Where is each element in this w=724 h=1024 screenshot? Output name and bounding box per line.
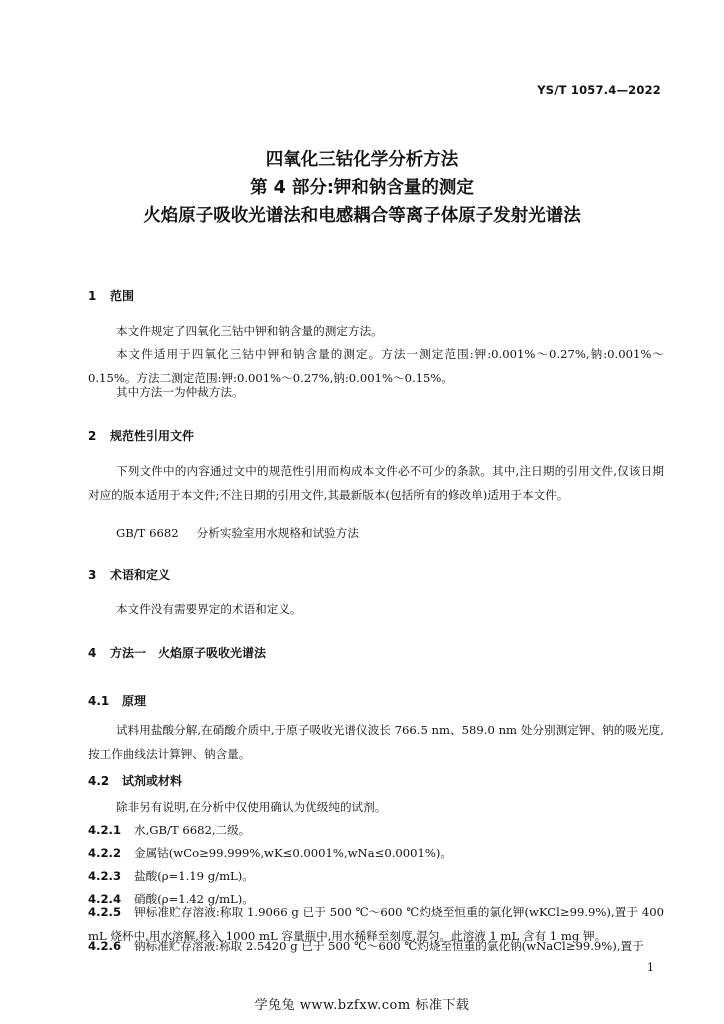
title-line-2: 第 4 部分:钾和钠含量的测定 [250,178,474,198]
item-number: 4.2.2 [88,846,122,860]
section-1-para-2: 本文件适用于四氧化三钴中钾和钠含量的测定。方法一测定范围:钾:0.001%～0.27%,钠:0.001%～0.15%。方法二测定范围:钾:0.001%～0.27%,钠:0.001%～0.15%。 [88,347,664,385]
item-text: 水,GB/T 6682,二级。 [134,823,251,837]
section-number: 1 [88,289,97,303]
section-4-1-heading [88,692,146,709]
item-number: 4.2.3 [88,869,122,883]
item-text: 盐酸(ρ=1.19 g/mL)。 [134,869,254,883]
section-4-1-para-1: 试料用盐酸分解,在硝酸介质中,于原子吸收光谱仪波长 766.5 nm、589.0 nm 处分别测定钾、钠的吸光度,按工作曲线法计算钾、钠含量。 [88,723,664,761]
section-title: 规范性引用文件 [110,429,195,443]
page-number: 1 [647,961,654,974]
item-text: 钾标准贮存溶液:称取 1.9066 g 已于 500 ℃～600 ℃灼烧至恒重的氯化钾(wKCl≥99.9%),置于 400 mL 烧杯中,用水溶解,移入 1000 mL 容量瓶中,用水稀释至刻度,混匀。此溶液 1 mL 含有 1 mg 钾。 [88,905,664,943]
section-2-heading [88,427,194,444]
section-4-2-heading [88,772,182,789]
footer-watermark-text: 学兔兔 www.bzfxw.com 标准下载 [254,998,470,1013]
section-2-para-1: 下列文件中的内容通过文中的规范性引用而构成本文件必不可少的条款。其中,注日期的引用文件,仅该日期对应的版本适用于本文件;不注日期的引用文件,其最新版本(包括所有的修改单)适用于本文件。 [88,464,664,502]
title-line-3: 火焰原子吸收光谱法和电感耦合等离子体原子发射光谱法 [143,206,581,226]
section-4-heading [88,644,266,661]
section-number: 4 [88,646,97,660]
normative-reference [116,525,359,541]
standard-code: YS/T 1057.4—2022 [537,83,661,97]
subsection-title: 原理 [122,694,147,708]
subsection-title: 试剂或材料 [122,774,183,788]
section-title: 方法一 火焰原子吸收光谱法 [110,646,267,660]
item-text: 硝酸(ρ=1.42 g/mL)。 [134,892,254,906]
section-1-heading [88,287,134,304]
item-number: 4.2.4 [88,892,122,906]
list-item-4-2-6 [88,935,664,959]
list-item-4-2-1 [88,819,664,843]
section-title: 术语和定义 [110,568,171,582]
list-item-4-2-2 [88,842,664,866]
list-item-4-2-3 [88,865,664,889]
section-1-para-1: 本文件规定了四氧化三钴中钾和钠含量的测定方法。 [116,324,383,338]
section-1-para-3: 其中方法一为仲裁方法。 [116,385,244,399]
document-title [0,146,724,230]
reference-code: GB/T 6682 [116,526,179,540]
section-3-para-1: 本文件没有需要界定的术语和定义。 [116,602,302,616]
section-4-2-para-1: 除非另有说明,在分析中仅使用确认为优级纯的试剂。 [116,800,387,814]
item-number: 4.2.6 [88,939,122,953]
section-title: 范围 [110,289,135,303]
subsection-number: 4.2 [88,774,110,788]
item-text: 金属钴(wCo≥99.999%,wK≤0.0001%,wNa≤0.0001%)。 [134,846,453,860]
reference-title: 分析实验室用水规格和试验方法 [196,526,359,540]
section-number: 3 [88,568,97,582]
item-number: 4.2.1 [88,823,122,837]
section-3-heading [88,566,170,583]
title-line-1: 四氧化三钴化学分析方法 [265,150,459,170]
section-number: 2 [88,429,97,443]
item-text: 钠标准贮存溶液:称取 2.5420 g 已于 500 ℃～600 ℃灼烧至恒重的氯化钠(wNaCl≥99.9%),置于 [134,939,644,953]
subsection-number: 4.1 [88,694,110,708]
item-number: 4.2.5 [88,905,122,919]
